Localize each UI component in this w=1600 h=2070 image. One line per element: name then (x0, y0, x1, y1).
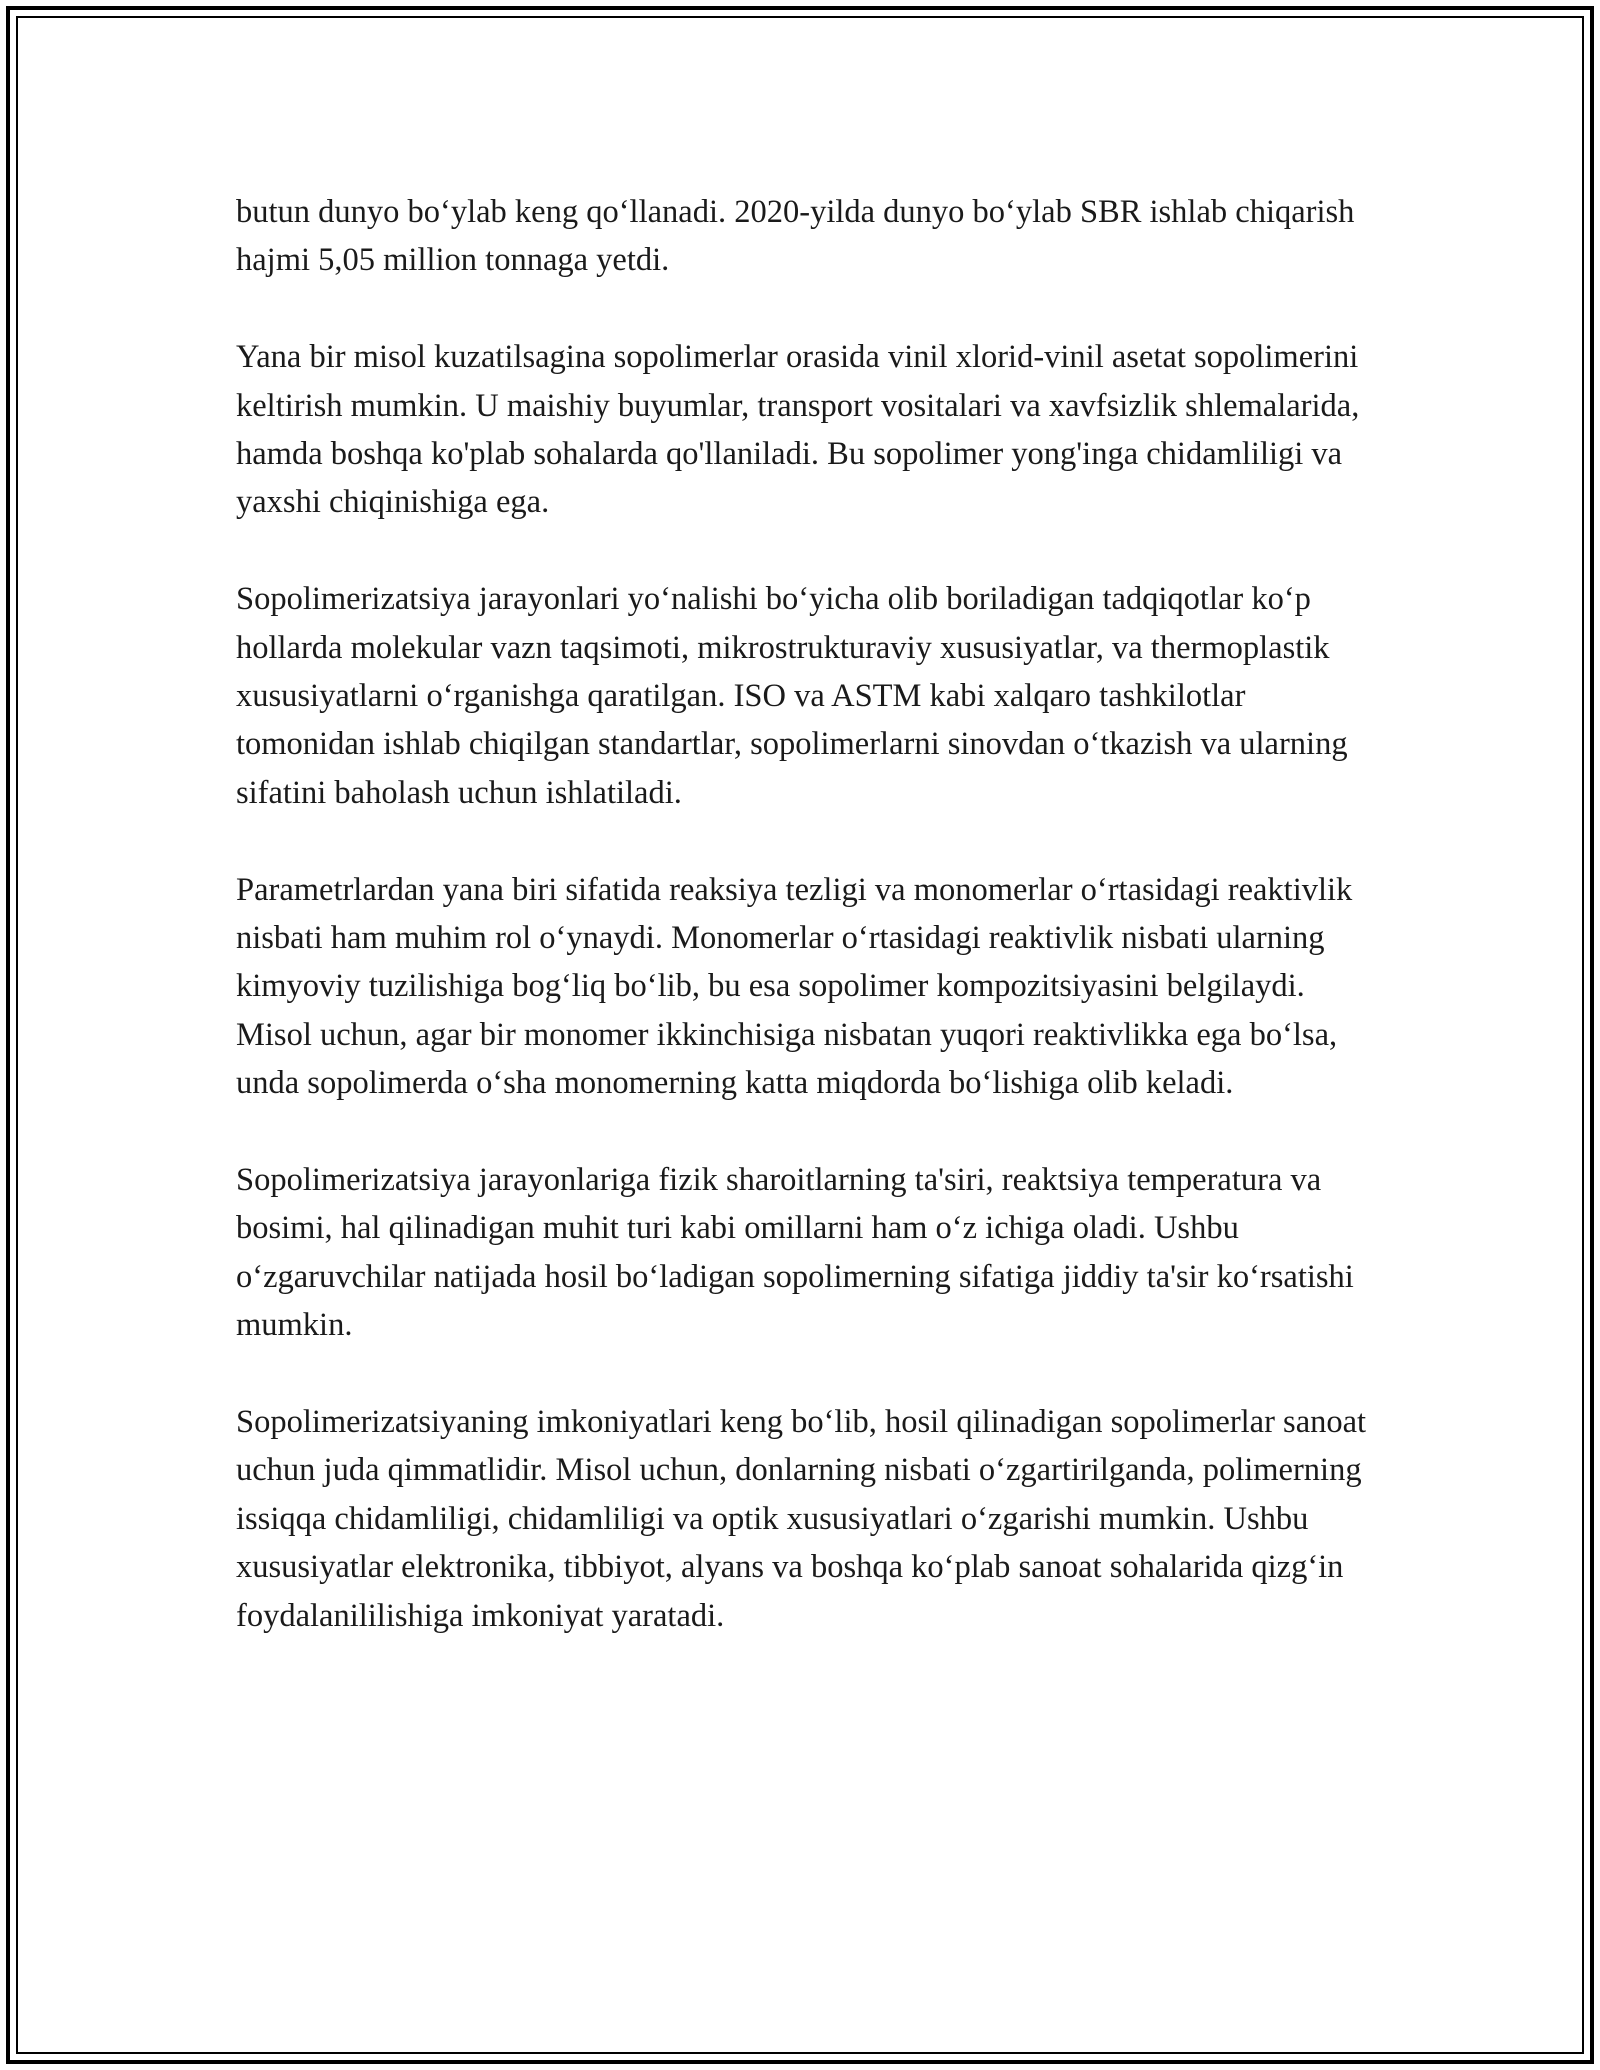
paragraph-sbr-production: butun dunyo bo‘ylab keng qo‘llanadi. 2020-yilda dunyo bo‘ylab SBR ishlab chiqarish hajmi 5,05 million tonnaga yetdi. (236, 194, 1355, 279)
paragraph-vinyl-chloride-copolymer: Yana bir misol kuzatilsagina sopolimerlar orasida vinil xlorid-vinil asetat sopolimerini keltirish mumkin. U maishiy buyumlar, transport vositalari va xavfsizlik shlemalarida, hamda boshqa ko'plab sohalarda qo'llaniladi. Bu sopolimer yong'inga chidamliligi va yaxshi chiqinishiga ega. (236, 339, 1360, 521)
paragraph-physical-conditions: Sopolimerizatsiya jarayonlariga fizik sharoitlarning ta'siri, reaktsiya temperatura va bosimi, hal qilinadigan muhit turi kabi omillarni ham o‘z ichiga oladi. Ushbu o‘zgaruvchilar natijada hosil bo‘ladigan sopolimerning sifatiga jiddiy ta'sir ko‘rsatishi mumkin. (236, 1162, 1354, 1344)
paragraph-industrial-applications: Sopolimerizatsiyaning imkoniyatlari keng bo‘lib, hosil qilinadigan sopolimerlar sanoat uchun juda qimmatlidir. Misol uchun, donlarning nisbati o‘zgartirilganda, polimerning issiqqa chidamliligi, chidamliligi va optik xususiyatlari o‘zgarishi mumkin. Ushbu xususiyatlar elektronika, tibbiyot, alyans va boshqa ko‘plab sanoat sohalarida qizg‘in foydalanililishiga imkoniyat yaratadi. (236, 1404, 1367, 1634)
paragraph-reactivity-ratio: Parametrlardan yana biri sifatida reaksiya tezligi va monomerlar o‘rtasidagi reaktivlik nisbati ham muhim rol o‘ynaydi. Monomerlar o‘rtasidagi reaktivlik nisbati ularning kimyoviy tuzilishiga bog‘liq bo‘lib, bu esa sopolimer kompozitsiyasini belgilaydi. Misol uchun, agar bir monomer ikkinchisiga nisbatan yuqori reaktivlikka ega bo‘lsa, unda sopolimerda o‘sha monomerning katta miqdorda bo‘lishiga olib keladi. (236, 871, 1353, 1102)
paragraph-research-standards: Sopolimerizatsiya jarayonlari yo‘nalishi bo‘yicha olib boriladigan tadqiqotlar ko‘p hollarda molekular vazn taqsimoti, mikrostrukturaviy xususiyatlar, va thermoplastik xususiyatlarni o‘rganishga qaratilgan. ISO va ASTM kabi xalqaro tashkilotlar tomonidan ishlab chiqilgan standartlar, sopolimerlarni sinovdan o‘tkazish va ularning sifatini baholash uchun ishlatiladi. (236, 581, 1348, 811)
document-body (236, 188, 1376, 1689)
